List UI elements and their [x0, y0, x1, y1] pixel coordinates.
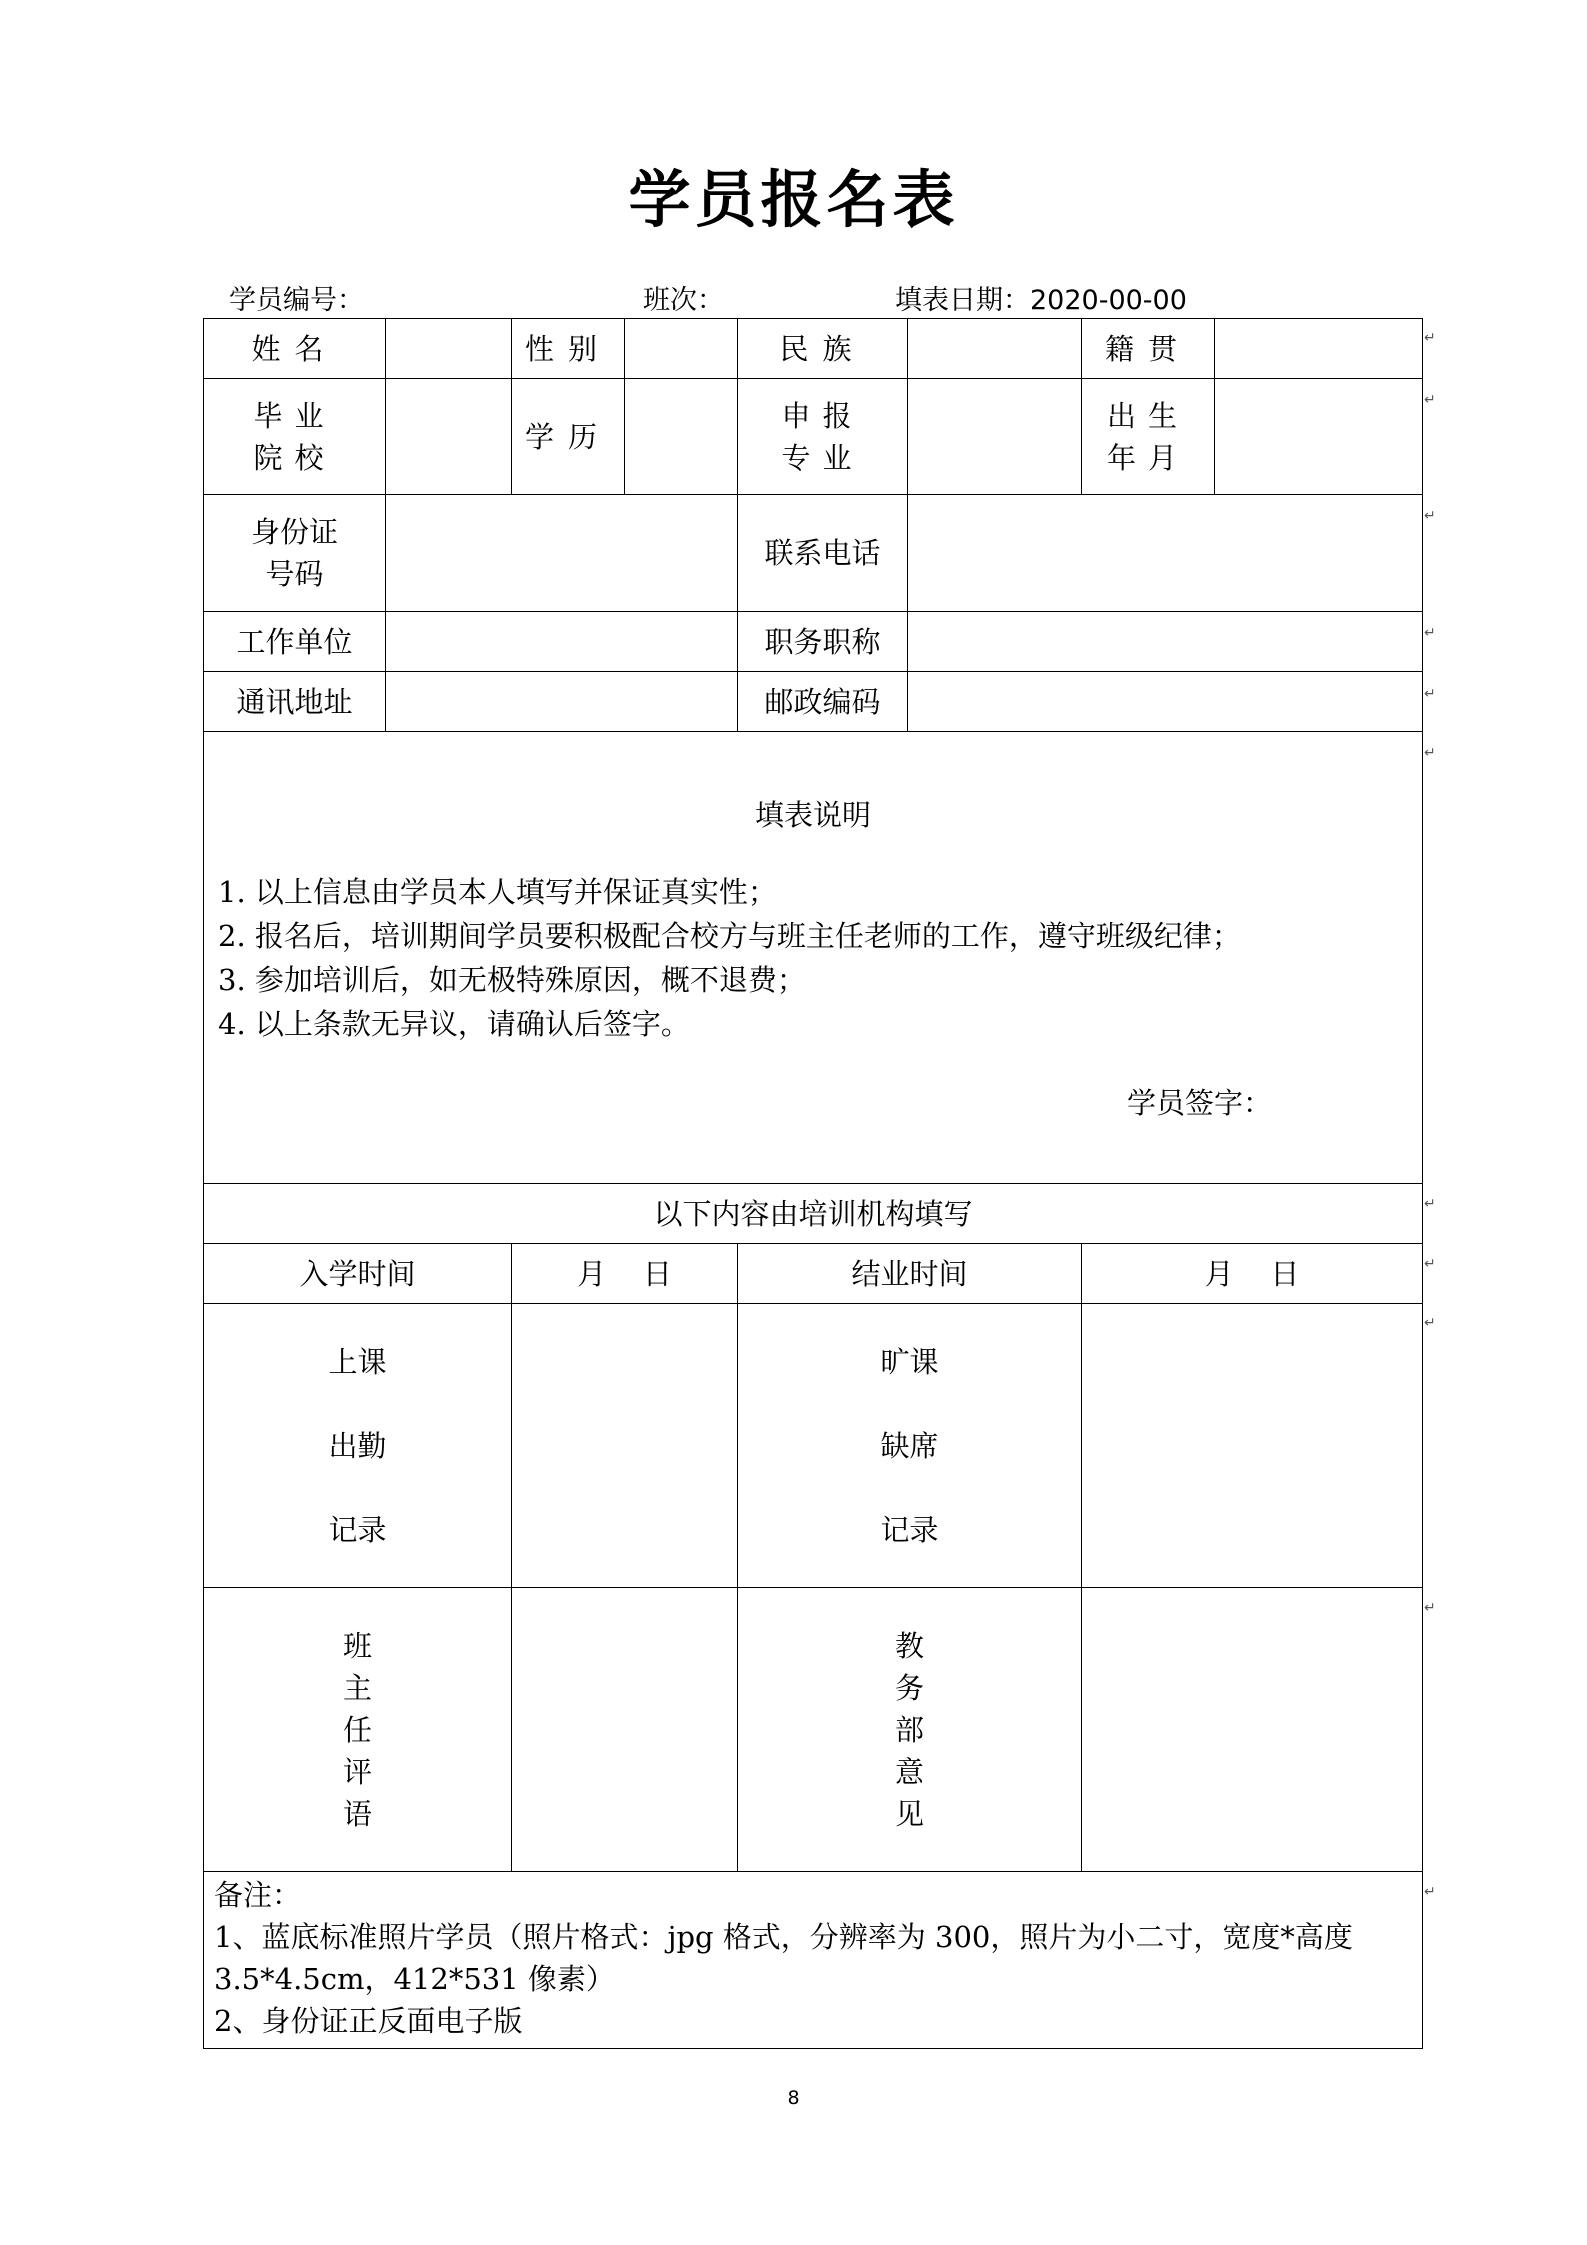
graduate-school-label-line1: 毕业: [253, 398, 336, 433]
student-signature-label: 学员签字：: [1126, 1086, 1272, 1120]
head-teacher-char: 任: [342, 1712, 372, 1747]
absence-label-line1: 旷课: [880, 1344, 939, 1379]
paragraph-mark-icon: ↵: [1424, 625, 1436, 641]
paragraph-mark-icon: ↵: [1424, 1884, 1436, 1900]
address-field[interactable]: [386, 672, 738, 732]
instruction-item: 2. 报名后，培训期间学员要积极配合校方与班主任老师的工作，遵守班级纪律；: [218, 919, 1241, 953]
workplace-label: 工作单位: [204, 612, 386, 672]
phone-field[interactable]: [908, 495, 1423, 612]
notes-line: 1、蓝底标准照片学员（照片格式：jpg 格式，分辨率为 300，照片为小二寸，宽度*高度 3.5*4.5cm，412*531 像素）: [214, 1920, 1353, 1996]
birth-label-line2: 年月: [1106, 440, 1189, 475]
position-label: 职务职称: [738, 612, 908, 672]
academic-office-char: 部: [894, 1712, 924, 1747]
id-number-label-line1: 身份证: [250, 515, 338, 549]
native-place-label: 籍贯: [1082, 319, 1215, 379]
graduate-school-label-line2: 院校: [253, 440, 336, 475]
head-teacher-comment-field[interactable]: [512, 1588, 738, 1872]
ethnicity-field[interactable]: [908, 319, 1082, 379]
paragraph-mark-icon: ↵: [1424, 1315, 1436, 1331]
birth-label: [1082, 379, 1215, 495]
academic-office-opinion-field[interactable]: [1082, 1588, 1423, 1872]
postcode-label: 邮政编码: [738, 672, 908, 732]
class-label: 班次：: [643, 285, 724, 316]
head-teacher-char: 语: [342, 1796, 372, 1831]
position-field[interactable]: [908, 612, 1423, 672]
completion-time-label: 结业时间: [738, 1244, 1082, 1304]
instruction-item: 3. 参加培训后，如无极特殊原因，概不退费；: [218, 963, 806, 997]
academic-office-char: 教: [894, 1628, 924, 1663]
address-label: 通讯地址: [204, 672, 386, 732]
student-number-label: 学员编号：: [229, 285, 364, 316]
absence-label-line2: 缺席: [880, 1428, 939, 1463]
attendance-label-line2: 出勤: [328, 1428, 387, 1463]
paragraph-mark-icon: ↵: [1424, 1600, 1436, 1616]
major-label: [738, 379, 908, 495]
workplace-field[interactable]: [386, 612, 738, 672]
paragraph-mark-icon: ↵: [1424, 330, 1436, 346]
paragraph-mark-icon: ↵: [1424, 1256, 1436, 1272]
postcode-field[interactable]: [908, 672, 1423, 732]
academic-office-char: 见: [894, 1796, 924, 1831]
phone-label: 联系电话: [738, 495, 908, 612]
instructions-cell: [204, 732, 1423, 1184]
fill-date-value: 2020-00-00: [1030, 285, 1187, 316]
id-number-label-line2: 号码: [265, 557, 324, 591]
head-teacher-comment-label: [204, 1588, 512, 1872]
notes-cell: [204, 1872, 1423, 2049]
major-label-line2: 专业: [781, 440, 864, 475]
academic-office-char: 务: [894, 1670, 924, 1705]
paragraph-mark-icon: ↵: [1424, 392, 1436, 408]
absence-label-line3: 记录: [880, 1512, 939, 1547]
fill-date-label: 填表日期：: [895, 285, 1030, 316]
academic-office-char: 意: [894, 1754, 924, 1789]
head-teacher-char: 评: [342, 1754, 372, 1789]
attendance-record-label: [204, 1304, 512, 1588]
instruction-item: 4. 以上条款无异议，请确认后签字。: [218, 1007, 690, 1041]
paragraph-mark-icon: ↵: [1424, 1196, 1436, 1212]
graduate-school-field[interactable]: [386, 379, 512, 495]
ethnicity-label: 民族: [738, 319, 908, 379]
absence-record-field[interactable]: [1082, 1304, 1423, 1588]
enrollment-time-field[interactable]: 月 日: [512, 1244, 738, 1304]
attendance-label-line1: 上课: [328, 1344, 387, 1379]
paragraph-mark-icon: ↵: [1424, 745, 1436, 761]
major-field[interactable]: [908, 379, 1082, 495]
enrollment-time-label: 入学时间: [204, 1244, 512, 1304]
native-place-field[interactable]: [1215, 319, 1423, 379]
notes-line: 2、身份证正反面电子版: [214, 2004, 523, 2038]
gender-field[interactable]: [625, 319, 738, 379]
gender-label: 性别: [512, 319, 625, 379]
education-label: 学历: [512, 379, 625, 495]
paragraph-mark-icon: ↵: [1424, 686, 1436, 702]
instructions-title: 填表说明: [754, 798, 871, 832]
instruction-item: 1. 以上信息由学员本人填写并保证真实性；: [218, 875, 777, 909]
institution-section-header: 以下内容由培训机构填写: [204, 1184, 1423, 1244]
notes-title: 备注：: [214, 1878, 302, 1912]
id-number-field[interactable]: [386, 495, 738, 612]
graduate-school-label: [204, 379, 386, 495]
academic-office-opinion-label: [738, 1588, 1082, 1872]
attendance-record-field[interactable]: [512, 1304, 738, 1588]
completion-time-field[interactable]: 月 日: [1082, 1244, 1423, 1304]
id-number-label: [204, 495, 386, 612]
head-teacher-char: 主: [342, 1670, 372, 1705]
birth-label-line1: 出生: [1106, 398, 1189, 433]
registration-table: [203, 318, 1423, 2049]
birth-field[interactable]: [1215, 379, 1423, 495]
fill-date: [895, 278, 1187, 317]
name-field[interactable]: [386, 319, 512, 379]
head-teacher-char: 班: [342, 1628, 372, 1663]
page-number: 8: [787, 2087, 800, 2109]
instructions-list: [218, 870, 1422, 1046]
form-title: 学员报名表: [628, 163, 959, 236]
absence-record-label: [738, 1304, 1082, 1588]
attendance-label-line3: 记录: [328, 1512, 387, 1547]
paragraph-mark-icon: ↵: [1424, 508, 1436, 524]
education-field[interactable]: [625, 379, 738, 495]
major-label-line1: 申报: [781, 398, 864, 433]
name-label: 姓名: [204, 319, 386, 379]
